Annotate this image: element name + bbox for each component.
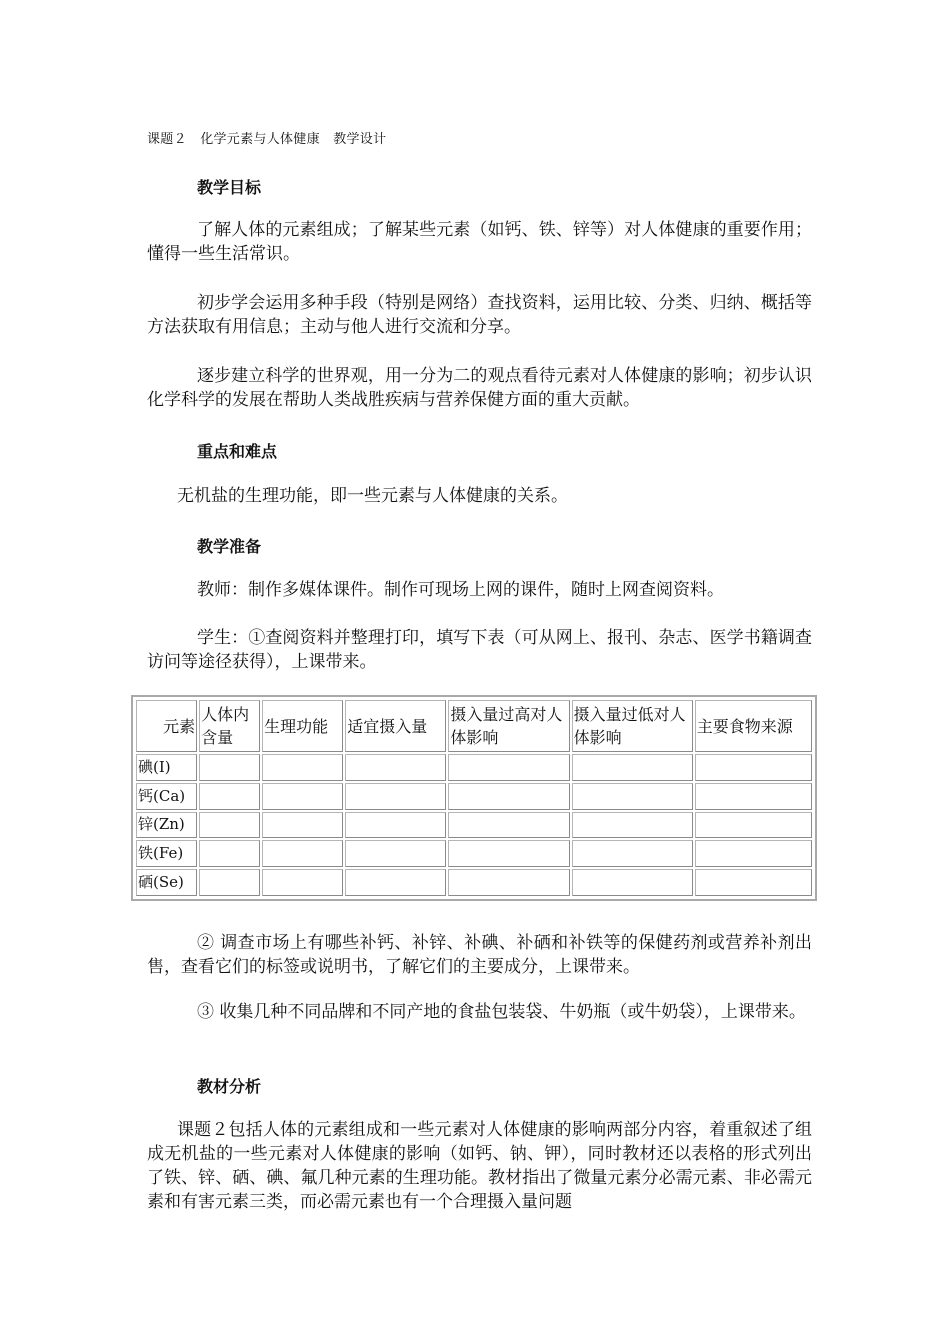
analysis-paragraph: 课题２包括人体的元素组成和一些元素对人体健康的影响两部分内容，着重叙述了组成无机盐的一些元素对人体健康的影响（如钙、钠、钾），同时教材还以表格的形式列出了铁、锌、硒、碘、氟几种元素的生理功能。教材指出了微量元素分必需元素、非必需元素和有害元素三类，而必需元素也有一个合理摄入量问题: [147, 1120, 812, 1212]
heading-key-points: 重点和难点: [197, 442, 278, 461]
table-header-row: [136, 700, 812, 752]
header-function: 生理功能: [262, 700, 343, 752]
prep-item-3: ③ 收集几种不同品牌和不同产地的食盐包装袋、牛奶瓶（或牛奶袋），上课带来。: [197, 1002, 806, 1022]
table-cell: [199, 869, 260, 896]
table-cell: [345, 783, 446, 810]
table-cell: [199, 783, 260, 810]
prep-teacher-text: 教师：制作多媒体课件。制作可现场上网的课件，随时上网查阅资料。: [197, 580, 724, 600]
table-cell: [199, 754, 260, 781]
table-row: [136, 812, 812, 839]
header-body-content: 人体内含量: [199, 700, 260, 752]
table-cell: [345, 812, 446, 839]
row-element-zinc: 锌(Zn): [136, 812, 197, 839]
heading-teaching-goals: 教学目标: [197, 178, 262, 197]
row-element-calcium: 钙(Ca): [136, 783, 197, 810]
table-cell: [448, 783, 569, 810]
prep-item-2: ② 调查市场上有哪些补钙、补锌、补碘、补硒和补铁等的保健药剂或营养补剂出售，查看它们的标签或说明书，了解它们的主要成分，上课带来。: [147, 933, 812, 977]
header-deficiency-effect: 摄入量过低对人体影响: [572, 700, 693, 752]
table-cell: [448, 869, 569, 896]
row-element-iron: 铁(Fe): [136, 840, 197, 867]
prep-student-text: 学生：①查阅资料并整理打印，填写下表（可从网上、报刊、杂志、医学书籍调查访问等途径获得），上课带来。: [147, 628, 812, 672]
table-row: [136, 754, 812, 781]
table-cell: [199, 840, 260, 867]
table-cell: [695, 840, 812, 867]
table-cell: [262, 869, 343, 896]
key-points-text: 无机盐的生理功能，即一些元素与人体健康的关系。: [177, 486, 568, 506]
table-row: [136, 840, 812, 867]
element-survey-table: [131, 695, 817, 901]
table-cell: [345, 840, 446, 867]
table-cell: [695, 754, 812, 781]
goal-paragraph-1: 了解人体的元素组成；了解某些元素（如钙、铁、锌等）对人体健康的重要作用；懂得一些生活常识。: [147, 220, 812, 264]
heading-preparation: 教学准备: [197, 537, 262, 556]
table-cell: [262, 812, 343, 839]
table-cell: [572, 783, 693, 810]
table-cell: [448, 840, 569, 867]
table-cell: [345, 754, 446, 781]
header-food-source: 主要食物来源: [695, 700, 812, 752]
table-cell: [695, 869, 812, 896]
table-cell: [262, 783, 343, 810]
table-row: [136, 783, 812, 810]
table-cell: [572, 869, 693, 896]
row-element-selenium: 硒(Se): [136, 869, 197, 896]
goal-paragraph-2: 初步学会运用多种手段（特别是网络）查找资料，运用比较、分类、归纳、概括等方法获取有用信息；主动与他人进行交流和分享。: [147, 293, 812, 337]
table-cell: [345, 869, 446, 896]
table-cell: [695, 812, 812, 839]
header-excess-effect: 摄入量过高对人体影响: [448, 700, 569, 752]
table-cell: [262, 840, 343, 867]
table-cell: [199, 812, 260, 839]
table-cell: [572, 840, 693, 867]
heading-material-analysis: 教材分析: [197, 1077, 262, 1096]
table-cell: [448, 812, 569, 839]
document-title: 课题２ 化学元素与人体健康 教学设计: [147, 132, 387, 147]
header-intake: 适宜摄入量: [345, 700, 446, 752]
table-row: [136, 869, 812, 896]
table-cell: [695, 783, 812, 810]
header-element: 元素: [136, 700, 197, 752]
table-cell: [262, 754, 343, 781]
table-cell: [572, 812, 693, 839]
row-element-iodine: 碘(I): [136, 754, 197, 781]
goal-paragraph-3: 逐步建立科学的世界观，用一分为二的观点看待元素对人体健康的影响；初步认识化学科学的发展在帮助人类战胜疾病与营养保健方面的重大贡献。: [147, 366, 812, 410]
table-cell: [572, 754, 693, 781]
table-cell: [448, 754, 569, 781]
